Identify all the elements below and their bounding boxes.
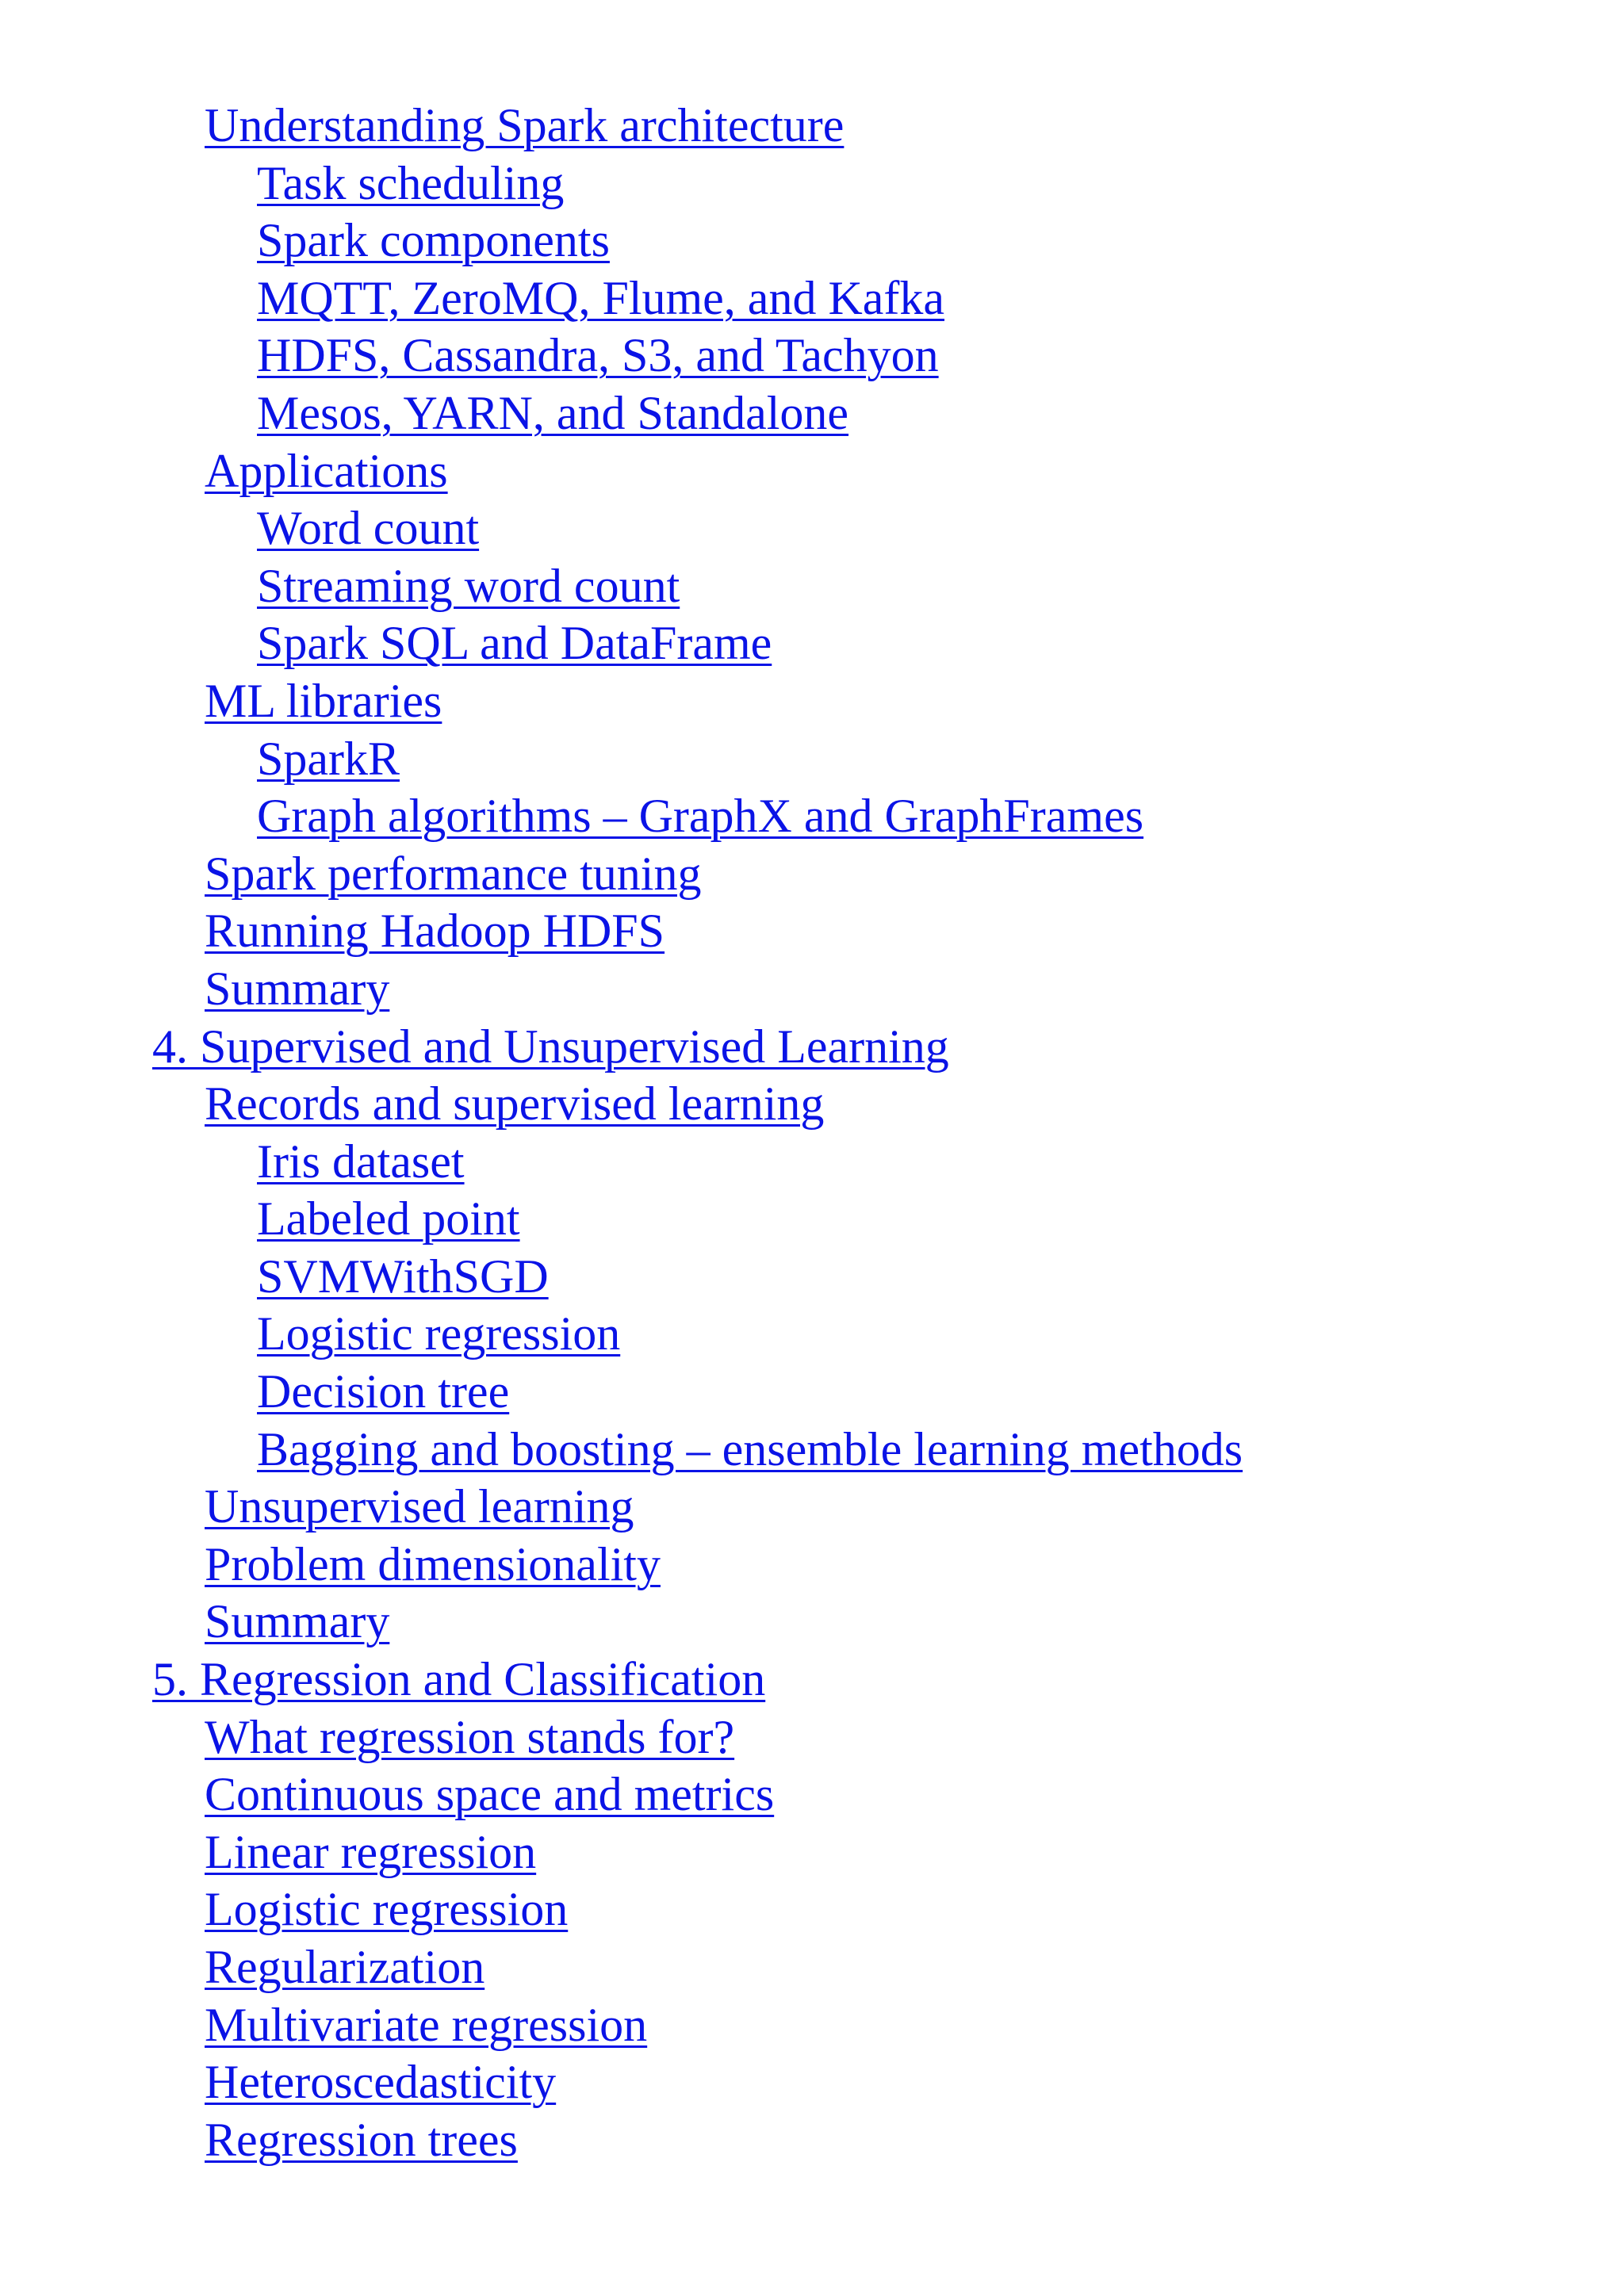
toc-entry	[0, 1478, 1624, 1536]
toc-entry	[0, 1996, 1624, 2054]
toc-link[interactable]: SVMWithSGD	[257, 1249, 549, 1303]
toc-link[interactable]: Spark performance tuning	[205, 847, 702, 900]
toc-entry	[0, 845, 1624, 903]
toc-entry	[0, 1938, 1624, 1996]
toc-entry	[0, 1018, 1624, 1076]
toc-entry	[0, 270, 1624, 327]
toc-link[interactable]: Running Hadoop HDFS	[205, 905, 665, 958]
toc-link[interactable]: Bagging and boosting – ensemble learning methods	[257, 1422, 1243, 1475]
toc-chapter-link[interactable]: 4. Supervised and Unsupervised Learning	[152, 1020, 949, 1073]
toc-link[interactable]: Graph algorithms – GraphX and GraphFrames	[257, 790, 1144, 843]
toc-link[interactable]: Regression trees	[205, 2113, 518, 2166]
toc-link[interactable]: Spark components	[257, 214, 610, 267]
toc-link[interactable]: Logistic regression	[257, 1307, 621, 1360]
toc-link[interactable]: Summary	[205, 1595, 390, 1648]
toc-entry	[0, 327, 1624, 385]
toc-link[interactable]: Problem dimensionality	[205, 1537, 661, 1590]
toc-entry	[0, 960, 1624, 1018]
toc-link[interactable]: Records and supervised learning	[205, 1077, 825, 1131]
toc-link[interactable]: Linear regression	[205, 1825, 537, 1878]
toc-link[interactable]: Unsupervised learning	[205, 1480, 634, 1533]
toc-chapter-link[interactable]: 5. Regression and Classification	[152, 1653, 766, 1706]
toc-link[interactable]: Spark SQL and DataFrame	[257, 617, 772, 670]
toc-link[interactable]: Understanding Spark architecture	[205, 99, 845, 151]
toc-link[interactable]: Heteroscedasticity	[205, 2056, 557, 2109]
toc-link[interactable]: Streaming word count	[257, 559, 680, 612]
toc-entry	[0, 1305, 1624, 1363]
toc-link[interactable]: Labeled point	[257, 1192, 520, 1246]
toc-entry	[0, 557, 1624, 615]
toc-link[interactable]: Iris dataset	[257, 1135, 465, 1188]
toc-link[interactable]: HDFS, Cassandra, S3, and Tachyon	[257, 329, 939, 382]
toc-entry	[0, 672, 1624, 730]
toc-link[interactable]: Mesos, YARN, and Standalone	[257, 386, 849, 439]
toc-entry	[0, 442, 1624, 500]
toc-link[interactable]: Multivariate regression	[205, 1998, 648, 2051]
toc-link[interactable]: SparkR	[257, 732, 400, 785]
toc-link[interactable]: ML libraries	[205, 674, 442, 727]
toc-entry	[0, 730, 1624, 788]
toc-entry	[0, 385, 1624, 442]
toc-entry	[0, 1133, 1624, 1191]
toc-entry	[0, 1075, 1624, 1133]
table-of-contents	[0, 97, 1624, 2168]
toc-entry	[0, 1363, 1624, 1421]
toc-entry	[0, 1651, 1624, 1709]
toc-entry	[0, 499, 1624, 557]
toc-link[interactable]: Word count	[257, 502, 480, 555]
toc-link[interactable]: Applications	[205, 444, 448, 497]
toc-link[interactable]: Logistic regression	[205, 1883, 569, 1936]
toc-entry	[0, 1766, 1624, 1823]
toc-link[interactable]: Continuous space and metrics	[205, 1768, 775, 1821]
toc-entry	[0, 97, 1624, 155]
toc-entry	[0, 1536, 1624, 1594]
toc-link[interactable]: Regularization	[205, 1941, 485, 1993]
toc-entry	[0, 1593, 1624, 1651]
toc-entry	[0, 902, 1624, 960]
toc-entry	[0, 2111, 1624, 2169]
toc-entry	[0, 614, 1624, 672]
toc-entry	[0, 1709, 1624, 1766]
toc-link[interactable]: What regression stands for?	[205, 1710, 735, 1763]
toc-entry	[0, 212, 1624, 270]
toc-link[interactable]: Decision tree	[257, 1365, 510, 1418]
toc-entry	[0, 1823, 1624, 1881]
toc-entry	[0, 1881, 1624, 1938]
toc-link[interactable]: Task scheduling	[257, 156, 565, 209]
toc-entry	[0, 155, 1624, 212]
toc-entry	[0, 787, 1624, 845]
toc-entry	[0, 2053, 1624, 2111]
toc-entry	[0, 1248, 1624, 1306]
toc-link[interactable]: Summary	[205, 962, 390, 1015]
toc-entry	[0, 1421, 1624, 1479]
toc-entry	[0, 1190, 1624, 1248]
toc-link[interactable]: MQTT, ZeroMQ, Flume, and Kafka	[257, 271, 945, 324]
